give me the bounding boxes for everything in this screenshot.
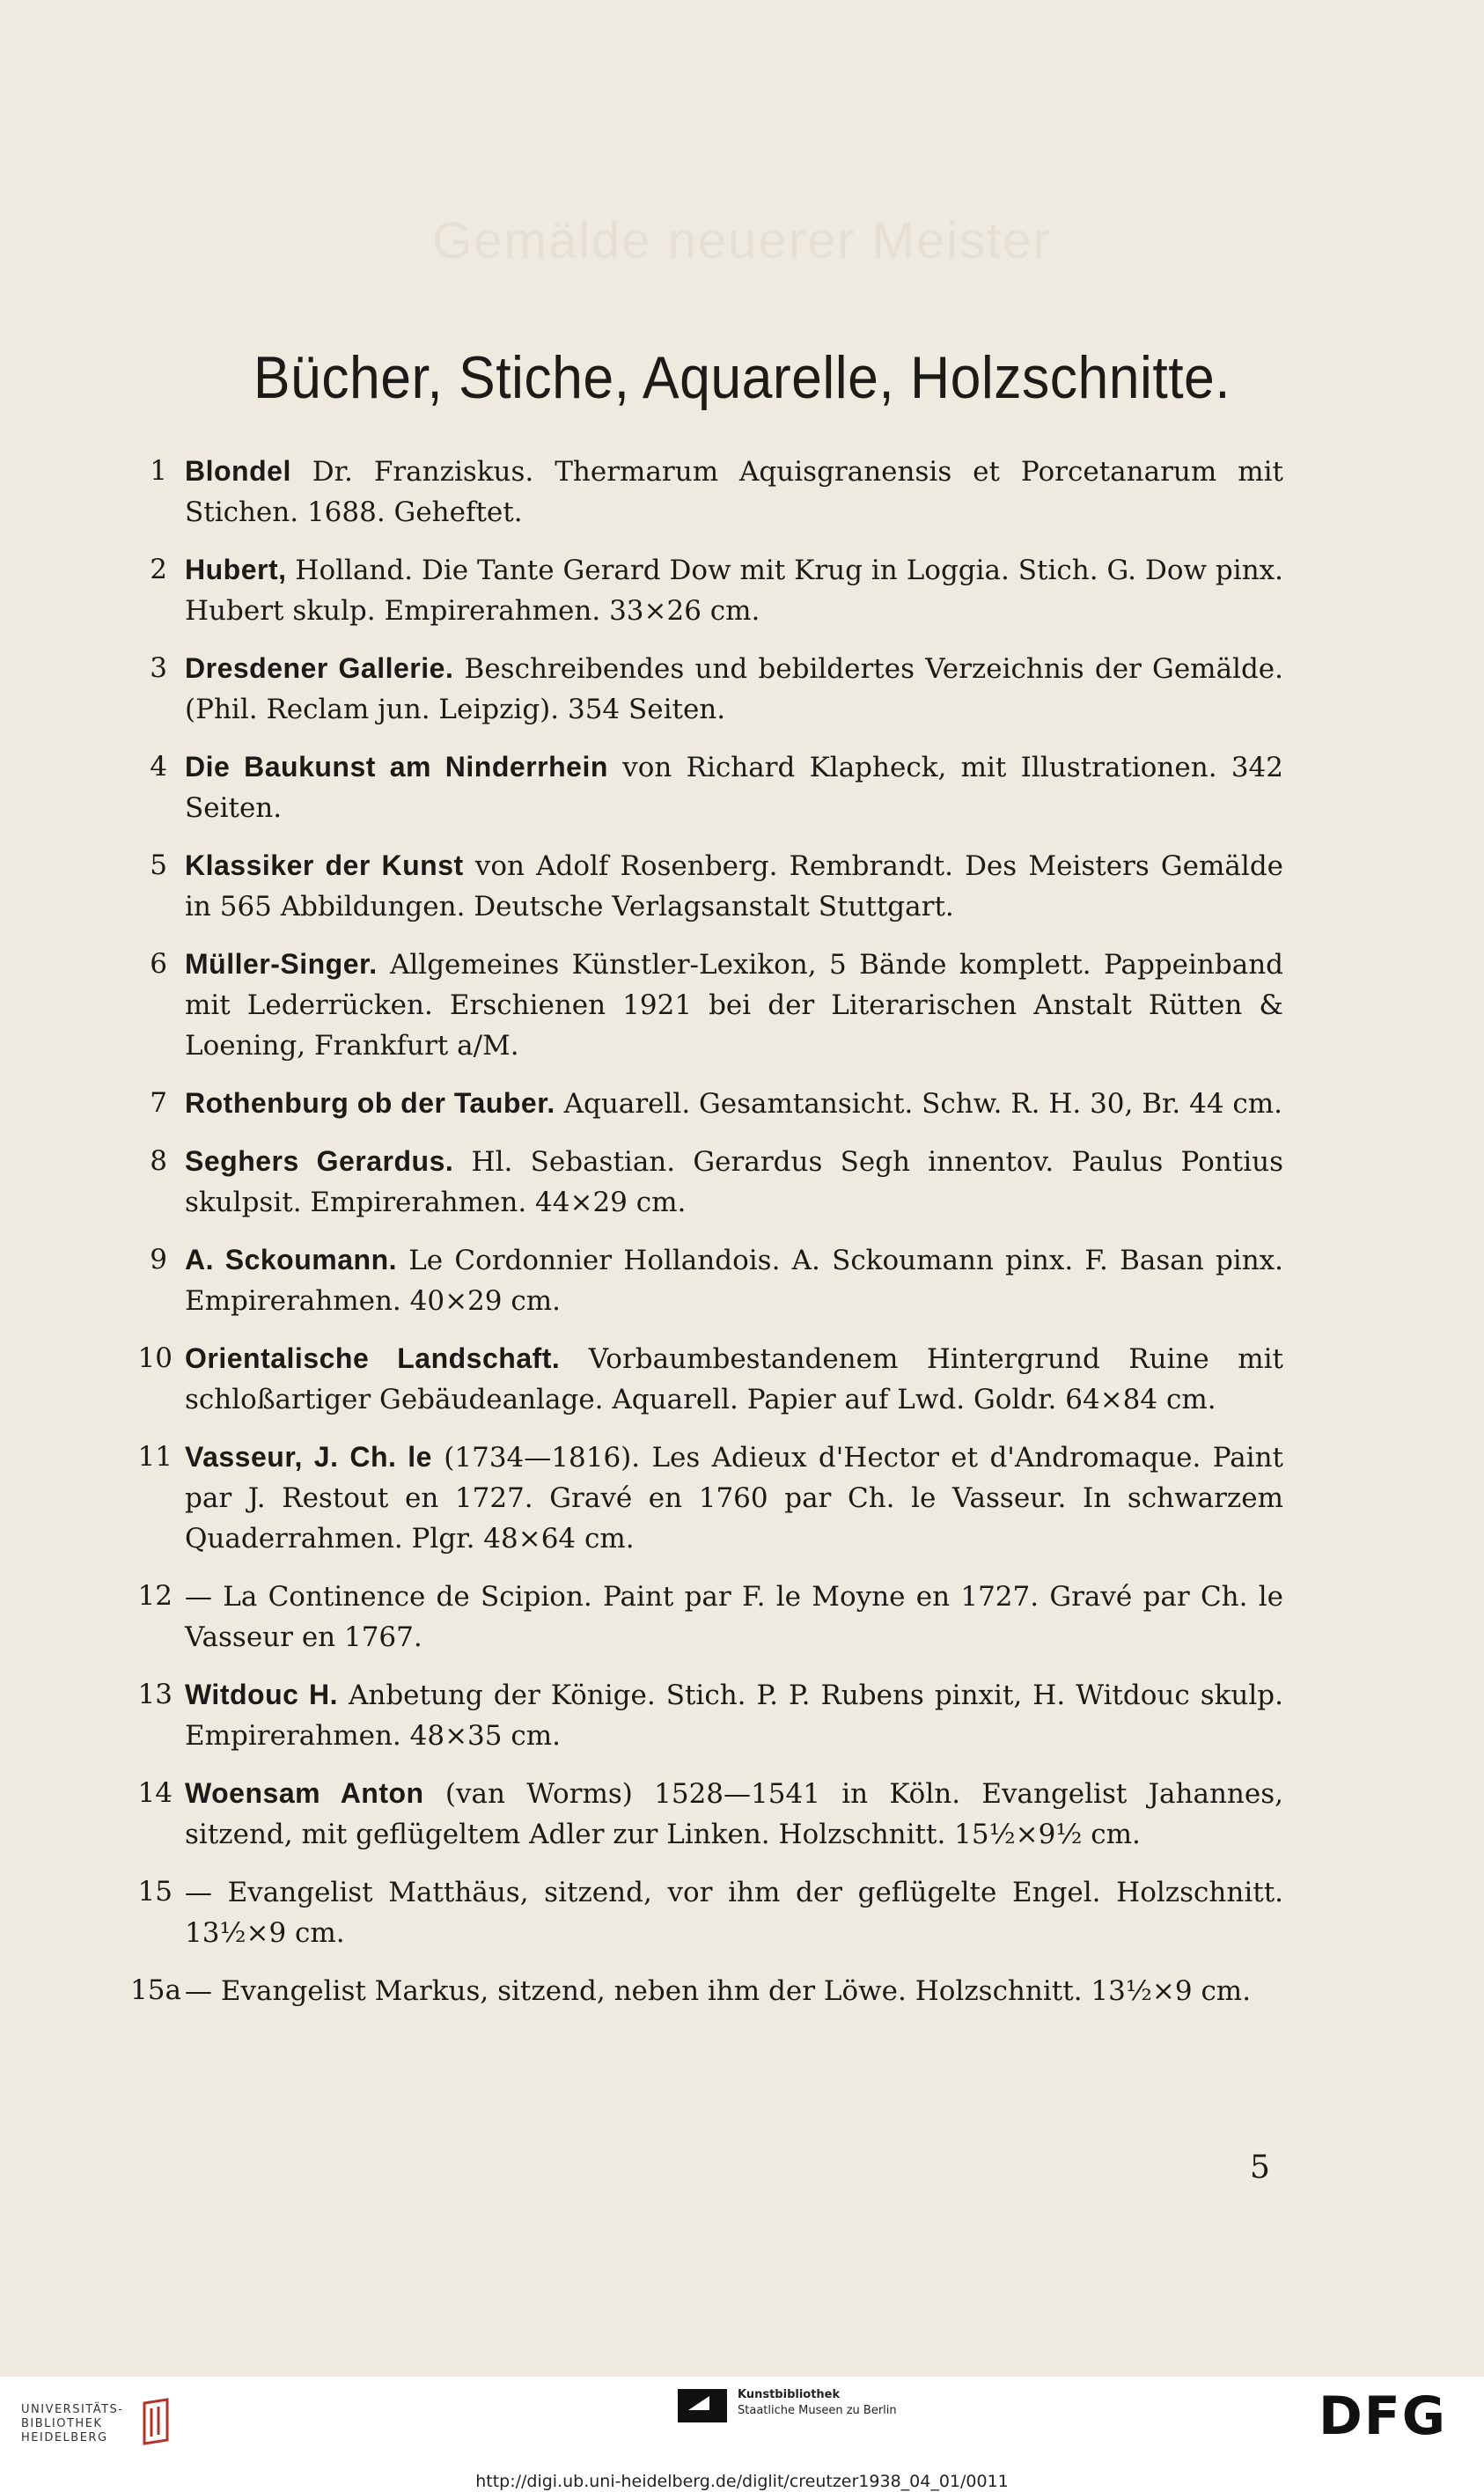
entry-number: 3 [150,652,167,684]
entry-number: 9 [150,1244,167,1275]
catalogue-entries [130,451,1283,2028]
entry-description: Aquarell. Gesamtansicht. Schw. R. H. 30, Br. 44 cm. [555,1088,1283,1120]
source-url[interactable]: http://digi.ub.uni-heidelberg.de/diglit/creutzer1938_04_01/0011 [475,2472,1009,2491]
catalogue-entry [130,944,1283,1066]
entry-description: Allgemeines Künstler-Lexikon, 5 Bände komplett. Pappeinband mit Lederrücken. Erschienen 1921 bei der Literarischen Anstalt Rütten & Loening, Frankfurt a/M. [185,949,1283,1062]
bleed-through-heading: Gemälde neuerer Meister [432,212,1052,269]
entry-heading: Hubert, [185,554,287,585]
entry-number: 13 [137,1679,173,1710]
entry-heading: Seghers Gerardus. [185,1145,454,1177]
entry-description: — Evangelist Markus, sitzend, neben ihm der Löwe. Holzschnitt. 13½×9 cm. [185,1975,1252,2007]
catalogue-entry [130,1239,1283,1321]
kunstbibliothek-logo-icon [678,2384,727,2422]
catalogue-entry [130,1970,1283,2011]
entry-number: 1 [150,455,167,487]
entry-heading: Müller-Singer. [185,948,378,980]
entry-description: Dr. Franziskus. Thermarum Aquisgranensis et Porcetanarum mit Stichen. 1688. Geheftet. [185,456,1283,528]
catalogue-entry [130,1141,1283,1223]
entry-number: 12 [137,1580,173,1612]
entry-description: Holland. Die Tante Gerard Dow mit Krug in Loggia. Stich. G. Dow pinx. Hubert skulp. Empirerahmen. 33×26 cm. [185,555,1283,627]
entry-description: Le Cordonnier Hollandois. A. Sckoumann pinx. F. Basan pinx. Empirerahmen. 40×29 cm. [185,1245,1283,1317]
entry-number: 10 [137,1342,173,1374]
dfg-logo: DFG [1319,2385,1448,2447]
catalogue-entry [130,1083,1283,1124]
entry-description: Hl. Sebastian. Gerardus Segh innentov. Paulus Pontius skulpsit. Empirerahmen. 44×29 cm. [185,1146,1284,1218]
entry-number: 5 [150,849,167,881]
catalogue-entry [130,746,1283,828]
page-title: Bücher, Stiche, Aquarelle, Holzschnitte. [253,344,1231,411]
entry-number: 2 [150,554,167,585]
entry-heading: Rothenburg ob der Tauber. [185,1087,555,1119]
catalogue-entry [130,1437,1283,1559]
page-number: 5 [1250,2150,1270,2186]
entry-heading: Die Baukunst am Ninderrhein [185,751,608,783]
entry-number: 11 [137,1441,173,1473]
entry-heading: Witdouc H. [185,1679,338,1710]
catalogue-entry [130,1773,1283,1855]
entry-number: 6 [150,948,167,980]
catalogue-entry [130,1871,1283,1953]
entry-number: 4 [150,751,167,783]
catalogue-entry [130,845,1283,927]
entry-number: 15 [137,1876,173,1908]
entry-heading: Vasseur, J. Ch. le [185,1441,432,1473]
entry-number: 7 [150,1087,167,1119]
entry-description: — Evangelist Matthäus, sitzend, vor ihm der geflügelte Engel. Holzschnitt. 13½×9 cm. [185,1877,1283,1949]
entry-description: von Richard Klapheck, mit Illustrationen. 342 Seiten. [185,752,1283,824]
entry-heading: Klassiker der Kunst [185,849,464,881]
catalogue-entry [130,648,1283,730]
entry-description: (van Worms) 1528—1541 in Köln. Evangelist Jahannes, sitzend, mit geflügeltem Adler zur Linken. Holzschnitt. 15½×9½ cm. [185,1778,1284,1850]
entry-description: Anbetung der Könige. Stich. P. P. Rubens pinxit, H. Witdouc skulp. Empirerahmen. 48×35 cm. [185,1680,1284,1752]
kunstbibliothek-label: Kunstbibliothek Staatliche Museen zu Berlin [738,2388,897,2417]
entry-number: 8 [150,1145,167,1177]
entry-heading: Blondel [185,455,291,487]
catalogue-entry [130,451,1283,533]
entry-description: von Adolf Rosenberg. Rembrandt. Des Meisters Gemälde in 565 Abbildungen. Deutsche Verlagsanstalt Stuttgart. [185,850,1284,923]
entry-description: (1734—1816). Les Adieux d'Hector et d'Andromaque. Paint par J. Restout en 1727. Gravé en 1760 par Ch. le Vasseur. In schwarzem Quaderrahmen. Plgr. 48×64 cm. [185,1442,1284,1555]
entry-heading: Orientalische Landschaft. [185,1342,561,1374]
entry-heading: A. Sckoumann. [185,1244,398,1275]
catalogue-entry [130,549,1283,631]
entry-heading: Woensam Anton [185,1777,424,1809]
catalogue-entry [130,1674,1283,1756]
university-logo-icon [132,2396,176,2449]
entry-heading: Dresdener Gallerie. [185,652,454,684]
entry-description: — La Continence de Scipion. Paint par F. le Moyne en 1727. Gravé par Ch. le Vasseur en 1767. [185,1581,1283,1653]
entry-number: 14 [137,1777,173,1809]
entry-description: Beschreibendes und bebildertes Verzeichnis der Gemälde. (Phil. Reclam jun. Leipzig). 354 Seiten. [185,653,1284,725]
catalogue-entry [130,1338,1283,1420]
university-library-label: UNIVERSITÄTS- BIBLIOTHEK HEIDELBERG [21,2403,124,2444]
entry-description: Vorbaumbestandenem Hintergrund Ruine mit schloßartiger Gebäudeanlage. Aquarell. Papier auf Lwd. Goldr. 64×84 cm. [185,1343,1283,1415]
entry-number: 15a [130,1974,181,2006]
catalogue-entry [130,1576,1283,1658]
